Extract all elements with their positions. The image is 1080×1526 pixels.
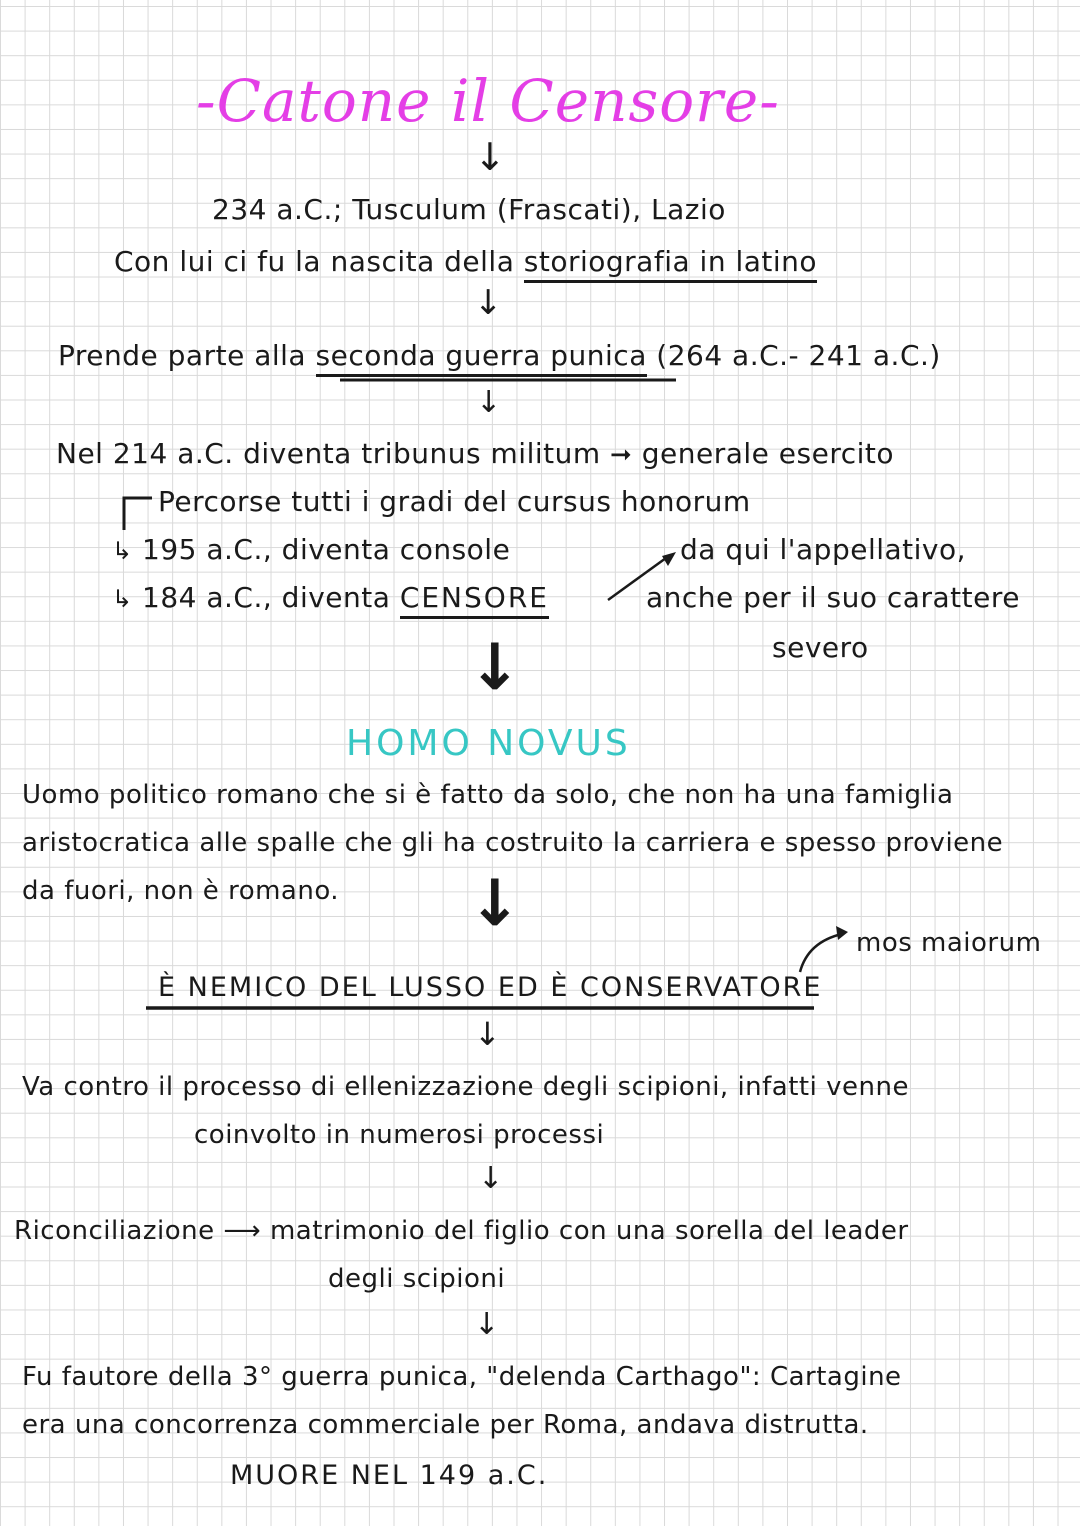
appellation-line-3: severo — [772, 631, 869, 664]
death-statement: MUORE NEL 149 a.C. — [230, 1460, 549, 1491]
homo-novus-line-1: Uomo politico romano che si è fatto da solo, che non ha una famiglia — [22, 780, 954, 810]
carthago-line-1: Fu fautore della 3° guerra punica, "delenda Carthago": Cartagine — [22, 1362, 902, 1392]
reconciliation-line-2: degli scipioni — [328, 1264, 506, 1294]
homo-novus-heading: HOMO NOVUS — [346, 723, 631, 764]
corner-arrow-icon: ↳ — [112, 585, 133, 613]
appellation-line-2: anche per il suo carattere — [646, 581, 1020, 614]
tribunus-text: Nel 214 a.C. diventa tribunus militum — [56, 437, 601, 470]
war-dates: (264 a.C.- 241 a.C.) — [656, 339, 941, 372]
cursus-line: Percorse tutti i gradi del cursus honorum — [158, 485, 751, 518]
down-arrow-icon: ↓ — [476, 385, 502, 420]
down-arrow-icon: ↓ — [474, 1307, 500, 1342]
hellenization-line-1: Va contro il processo di ellenizzazione degli scipioni, infatti venne — [22, 1072, 909, 1102]
war-prefix: Prende parte alla — [58, 339, 307, 372]
mos-maiorum-arrow — [800, 934, 842, 972]
censor-prefix: 184 a.C., diventa — [142, 581, 391, 614]
homo-novus-line-3: da fuori, non è romano. — [22, 876, 340, 906]
carthago-line-2: era una concorrenza commerciale per Roma, andava distrutta. — [22, 1410, 869, 1440]
enemy-luxury-statement: È NEMICO DEL LUSSO ED È CONSERVATORE — [158, 972, 823, 1003]
down-arrow-icon: ↓ — [468, 867, 522, 941]
tribunus-result: generale esercito — [641, 437, 895, 470]
corner-arrow-icon: ↳ — [112, 537, 133, 565]
birth-info: 234 a.C.; Tusculum (Frascati), Lazio — [212, 193, 726, 226]
reconciliation-text: matrimonio del figlio con una sorella del leader — [269, 1216, 909, 1246]
page-title: -Catone il Censore- — [196, 67, 780, 135]
censor-arrowhead — [662, 552, 676, 566]
censor-word: CENSORE — [400, 581, 549, 619]
down-arrow-icon: ↓ — [474, 1015, 501, 1053]
historiography-underlined: storiografia in latino — [524, 245, 817, 283]
right-arrow-icon: ➞ — [610, 440, 633, 470]
down-arrow-icon: ↓ — [468, 631, 522, 705]
mos-maiorum-note: mos maiorum — [856, 928, 1042, 958]
historiography-prefix: Con lui ci fu la nascita della — [114, 245, 515, 278]
down-arrow-icon: ↓ — [478, 1161, 504, 1196]
mos-maiorum-arrowhead — [836, 926, 848, 940]
homo-novus-line-2: aristocratica alle spalle che gli ha costruito la carriera e spesso proviene — [22, 828, 1004, 858]
bracket-connector — [124, 498, 152, 530]
down-arrow-icon: ↓ — [474, 135, 506, 179]
reconciliation-label: Riconciliazione — [14, 1216, 215, 1246]
down-arrow-icon: ↓ — [474, 283, 503, 323]
right-arrow-icon: ⟶ — [223, 1216, 262, 1246]
appellation-line-1: da qui l'appellativo, — [680, 533, 967, 566]
consul-text: 195 a.C., diventa console — [142, 533, 511, 566]
hellenization-line-2: coinvolto in numerosi processi — [194, 1120, 605, 1150]
war-underlined: seconda guerra punica — [316, 339, 647, 377]
censor-arrow — [608, 558, 666, 600]
